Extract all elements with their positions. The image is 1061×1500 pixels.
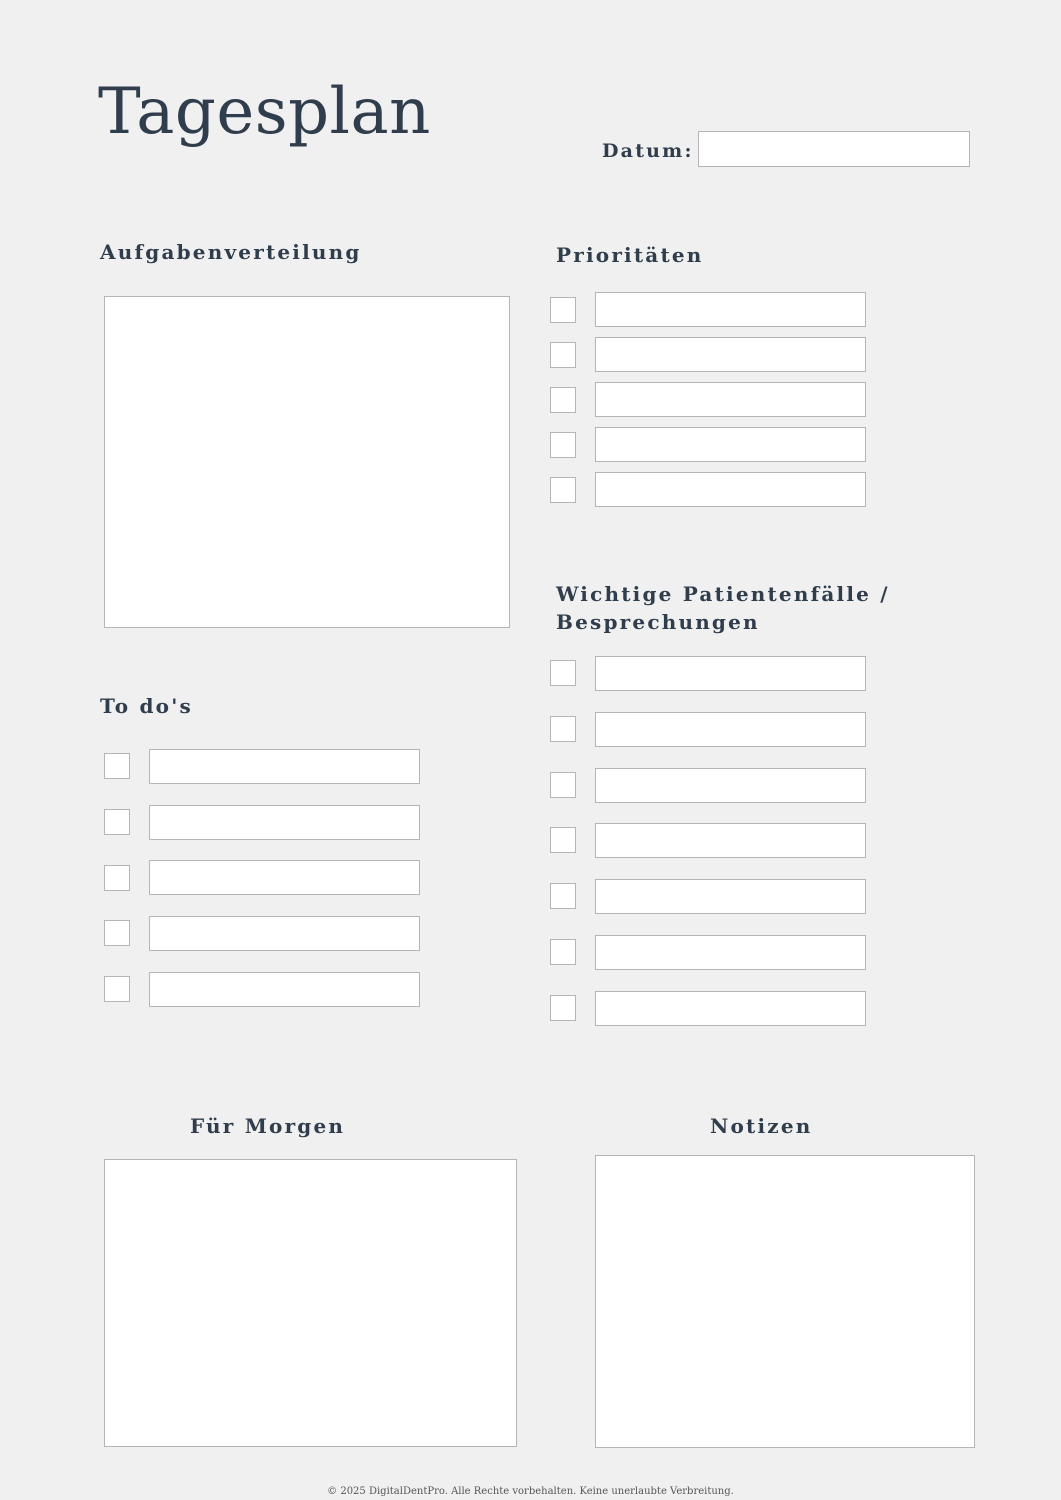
patienten-heading-line1: Wichtige Patientenfälle / xyxy=(556,582,890,606)
priority-checkbox[interactable] xyxy=(550,477,576,503)
notizen-area[interactable] xyxy=(595,1155,975,1448)
todo-field[interactable] xyxy=(149,749,420,784)
page-title: Tagesplan xyxy=(98,75,431,149)
date-label: Datum: xyxy=(602,140,694,162)
priority-checkbox[interactable] xyxy=(550,342,576,368)
priority-checkbox[interactable] xyxy=(550,432,576,458)
patient-checkbox[interactable] xyxy=(550,995,576,1021)
date-field[interactable] xyxy=(698,131,970,167)
todo-checkbox[interactable] xyxy=(104,809,130,835)
priority-field[interactable] xyxy=(595,427,866,462)
patient-field[interactable] xyxy=(595,712,866,747)
patient-checkbox[interactable] xyxy=(550,939,576,965)
priority-field[interactable] xyxy=(595,472,866,507)
aufgaben-heading: Aufgabenverteilung xyxy=(100,240,362,264)
todo-field[interactable] xyxy=(149,805,420,840)
priority-checkbox[interactable] xyxy=(550,297,576,323)
patient-checkbox[interactable] xyxy=(550,827,576,853)
prioritaeten-heading: Prioritäten xyxy=(556,243,704,267)
patient-checkbox[interactable] xyxy=(550,716,576,742)
priority-checkbox[interactable] xyxy=(550,387,576,413)
priority-field[interactable] xyxy=(595,337,866,372)
todo-checkbox[interactable] xyxy=(104,920,130,946)
todo-checkbox[interactable] xyxy=(104,865,130,891)
priority-field[interactable] xyxy=(595,292,866,327)
todo-field[interactable] xyxy=(149,860,420,895)
patient-checkbox[interactable] xyxy=(550,660,576,686)
notizen-heading: Notizen xyxy=(710,1114,813,1138)
copyright-footer: © 2025 DigitalDentPro. Alle Rechte vorbehalten. Keine unerlaubte Verbreitung. xyxy=(327,1486,734,1497)
patient-field[interactable] xyxy=(595,656,866,691)
patient-checkbox[interactable] xyxy=(550,883,576,909)
todo-checkbox[interactable] xyxy=(104,976,130,1002)
todo-field[interactable] xyxy=(149,916,420,951)
todos-heading: To do's xyxy=(100,694,193,718)
morgen-area[interactable] xyxy=(104,1159,517,1447)
patient-field[interactable] xyxy=(595,935,866,970)
patient-checkbox[interactable] xyxy=(550,772,576,798)
patient-field[interactable] xyxy=(595,768,866,803)
patient-field[interactable] xyxy=(595,991,866,1026)
patient-field[interactable] xyxy=(595,823,866,858)
patient-field[interactable] xyxy=(595,879,866,914)
aufgaben-area[interactable] xyxy=(104,296,510,628)
todo-checkbox[interactable] xyxy=(104,753,130,779)
todo-field[interactable] xyxy=(149,972,420,1007)
morgen-heading: Für Morgen xyxy=(190,1114,346,1138)
patienten-heading-line2: Besprechungen xyxy=(556,610,760,634)
priority-field[interactable] xyxy=(595,382,866,417)
